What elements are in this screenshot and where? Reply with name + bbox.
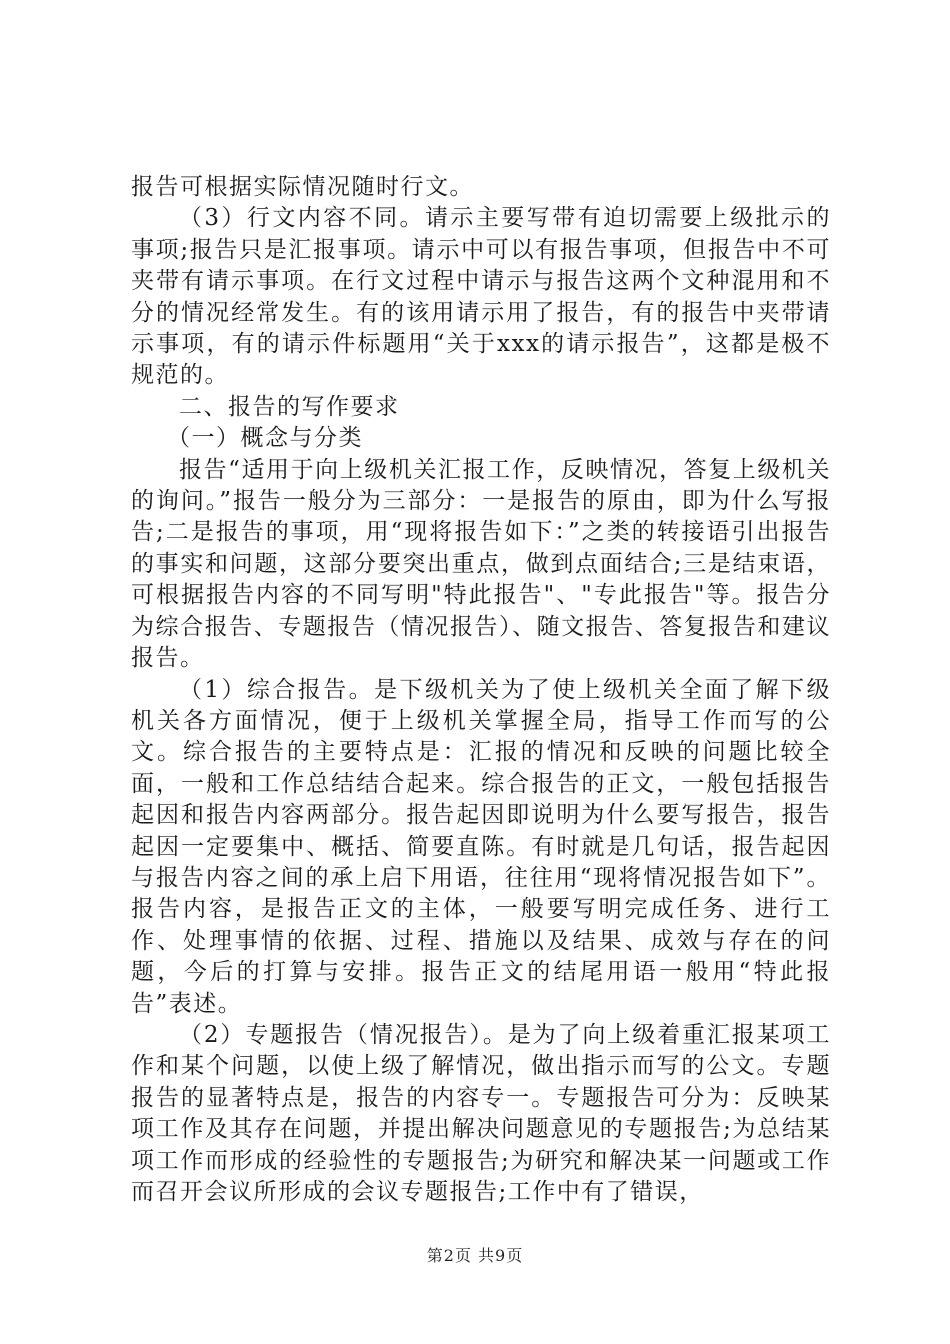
paragraph-item-3: （3）行文内容不同。请示主要写带有迫切需要上级批示的事项;报告只是汇报事项。请示中可以有报告事项，但报告中不可夹带有请示事项。在行文过程中请示与报告这两个文种混用和不分的情况经常发生。有的该用请示用了报告，有的报告中夹带请示事项，有的请示件标题用“关于xxx的请示报告”，这都是极不规范的。: [131, 205, 831, 389]
document-body: [131, 172, 831, 1208]
subsection-heading-concept-classification: （一）概念与分类: [167, 425, 363, 452]
section-heading-writing-requirements: 二、报告的写作要求: [179, 393, 400, 420]
paragraph-concept: 报告“适用于向上级机关汇报工作，反映情况，答复上级机关的询问。”报告一般分为三部分：一是报告的原由，即为什么写报告;二是报告的事项，用“现将报告如下：”之类的转接语引出报告的事实和问题，这部分要突出重点，做到点面结合;三是结束语，可根据报告内容的不同写明"特此报告"、"专此报告"等。报告分为综合报告、专题报告（情况报告）、随文报告、答复报告和建议报告。: [131, 456, 831, 672]
paragraph-special-report: （2）专题报告（情况报告）。是为了向上级着重汇报某项工作和某个问题，以使上级了解情况，做出指示而写的公文。专题报告的显著特点是，报告的内容专一。专题报告可分为：反映某项工作及其存在问题，并提出解决问题意见的专题报告;为总结某项工作而形成的经验性的专题报告;为研究和解决某一问题或工作而召开会议所形成的会议专题报告;工作中有了错误，: [131, 1021, 831, 1205]
paragraph-comprehensive-report: （1）综合报告。是下级机关为了使上级机关全面了解下级机关各方面情况，便于上级机关掌握全局，指导工作而写的公文。综合报告的主要特点是：汇报的情况和反映的问题比较全面，一般和工作总结结合起来。综合报告的正文，一般包括报告起因和报告内容两部分。报告起因即说明为什么要写报告，报告起因一定要集中、概括、简要直陈。有时就是几句话，报告起因与报告内容之间的承上启下用语，往往用“现将情况报告如下”。报告内容，是报告正文的主体，一般要写明完成任务、进行工作、处理事情的依据、过程、措施以及结果、成效与存在的问题，今后的打算与安排。报告正文的结尾用语一般用“特此报告”表述。: [131, 676, 831, 1017]
paragraph-continuation: 报告可根据实际情况随时行文。: [131, 174, 474, 200]
page-number-footer: 第2页 共9页: [426, 1246, 524, 1265]
